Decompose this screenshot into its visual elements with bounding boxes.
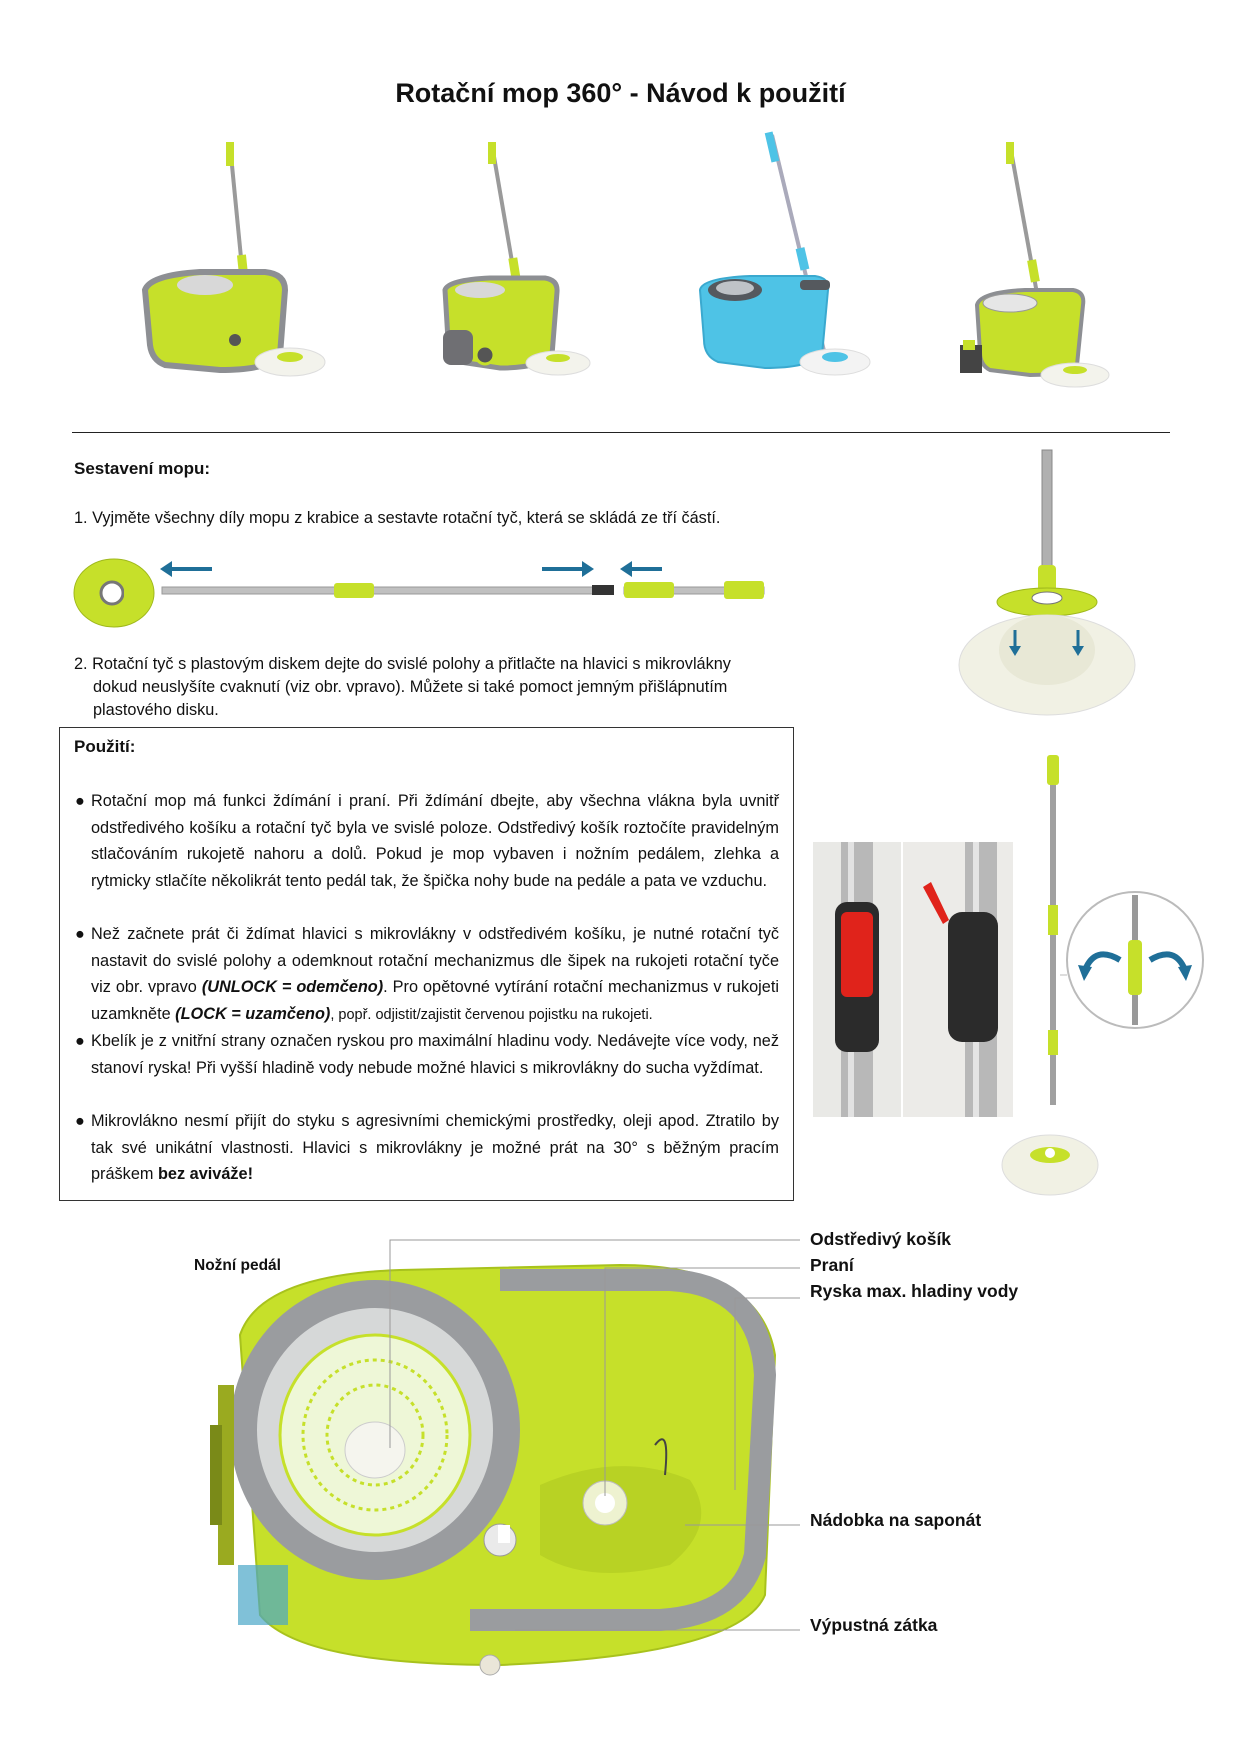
bullet-dot: ● — [75, 792, 85, 810]
bullet-4-part-1: Mikrovlákno nesmí přijít do styku s agresivními chemickými prostředky, oleji apod. Ztratilo by tak své unikátní vlastnosti. Hlavici s mikrovlákny je možné prát na 30° s běžným pracím práškem — [91, 1112, 779, 1183]
assembly-step-2-line-1: 2. Rotační tyč s plastovým diskem dejte do svislé polohy a přitlačte na hlavici s mikrovlákny — [74, 655, 731, 673]
label-max-water-line: Ryska max. hladiny vody — [810, 1281, 1019, 1301]
usage-bullet-3-text: Kbelík je z vnitřní strany označen ryskou pro maximální hladinu vody. Nedávejte více vody, než stanoví ryska! Při vyšší hladině vody nebude možné hlavici s mikrovlákny do sucha vyždímat. — [91, 1032, 779, 1077]
usage-heading: Použití: — [74, 737, 136, 756]
bullet-dot: ● — [75, 925, 85, 943]
bullet-dot: ● — [75, 1032, 85, 1050]
bullet-dot: ● — [75, 1112, 85, 1130]
bullet-2-part-1: Než začnete prát či ždímat hlavici s mikrovlákny v odstředivém košíku, je nutné rotační tyč nastavit do svislé polohy a odemknout rotační mechanizmus dle šipek na rukojeti rotační tyče viz obr. vpravo — [91, 925, 779, 996]
assembly-step-1: 1. Vyjměte všechny díly mopu z krabice a sestavte rotační tyč, která se skládá ze tří částí. — [74, 509, 721, 527]
bullet-2-part-3: , popř. odjistit/zajistit červenou pojistku na rukojeti. — [330, 1006, 653, 1023]
label-washing: Praní — [810, 1255, 854, 1275]
bullet-2-part-2: . Pro opětovné vytírání rotační mechanizmus v rukojeti uzamkněte — [91, 978, 779, 1023]
assembly-heading: Sestavení mopu: — [74, 459, 211, 478]
unlock-note: (UNLOCK = odemčeno) — [201, 978, 384, 996]
label-foot-pedal: Nožní pedál — [194, 1257, 281, 1274]
label-spin-basket: Odstředivý košík — [810, 1229, 952, 1249]
usage-bullet-1-text: Rotační mop má funkci ždímání i praní. Při ždímání dbejte, aby všechna vlákna byla uvnitř odstředivého košíku a rotační tyč byla ve svislé poloze. Odstředivý košík roztočíte pravidelným stlačováním rukojetě nahoru a dolů. Pokud je mop vybaven i nožním pedálem, zlehka a rytmicky stlačíte několikrát tento pedál tak, že špička nohy bude na pedále a pata ve vzduchu. — [91, 792, 779, 890]
label-drain-plug: Výpustná zátka — [810, 1615, 938, 1635]
page-title: Rotační mop 360° - Návod k použití — [395, 78, 846, 108]
bullet-4-bold: bez aviváže! — [157, 1165, 253, 1183]
assembly-step-2-line-2: dokud neuslyšíte cvaknutí (viz obr. vpravo). Můžete si také pomoct jemným přišlápnutím — [93, 678, 728, 696]
label-detergent-container: Nádobka na saponát — [810, 1510, 982, 1530]
assembly-step-2-line-3: plastového disku. — [93, 701, 219, 719]
lock-note: (LOCK = uzamčeno) — [175, 1004, 331, 1023]
